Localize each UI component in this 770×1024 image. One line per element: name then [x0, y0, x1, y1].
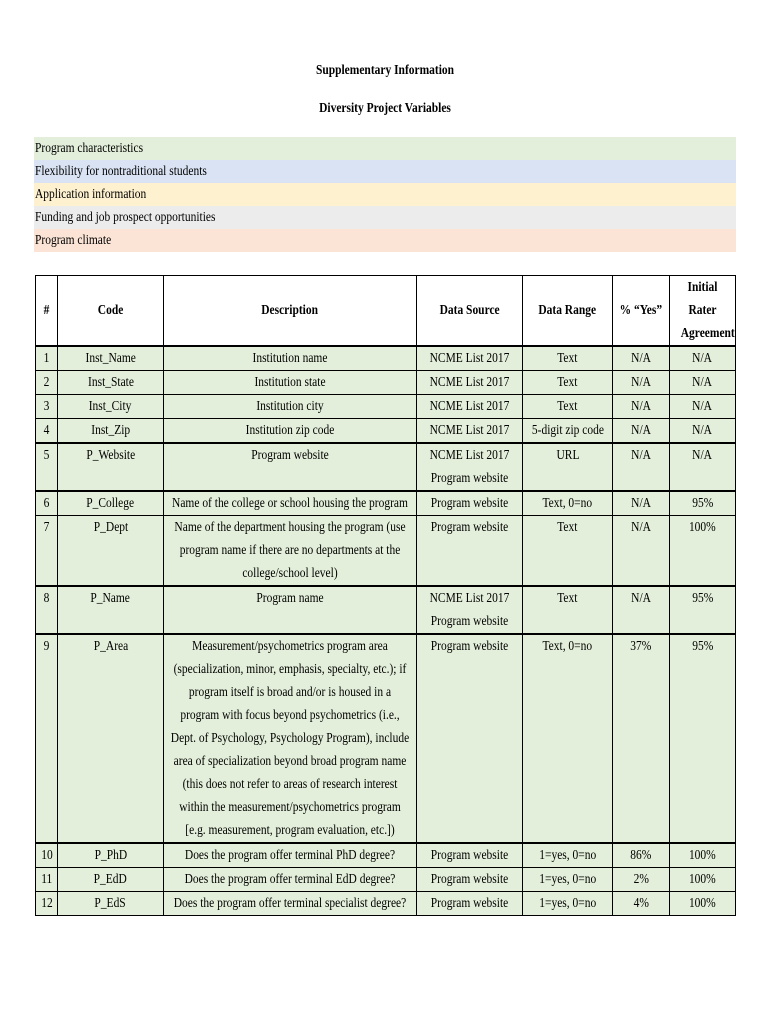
row-number: 12 — [36, 892, 58, 916]
rater-agreement: N/A — [670, 346, 736, 371]
data-source: NCME List 2017 Program website — [417, 586, 523, 634]
variable-code: P_Name — [58, 586, 164, 634]
legend-item-flexibility: Flexibility for nontraditional students — [34, 160, 736, 183]
rater-agreement: 100% — [670, 516, 736, 587]
data-range: Text, 0=no — [523, 634, 613, 843]
data-range: Text — [523, 371, 613, 395]
rater-agreement: N/A — [670, 443, 736, 491]
variables-table — [35, 275, 736, 916]
description: Name of the college or school housing the program — [164, 491, 417, 516]
description: Program name — [164, 586, 417, 634]
variable-code: P_EdS — [58, 892, 164, 916]
variable-code: Inst_City — [58, 395, 164, 419]
data-range: Text — [523, 395, 613, 419]
percent-yes: 86% — [613, 843, 670, 868]
data-range: Text — [523, 346, 613, 371]
description: Program website — [164, 443, 417, 491]
percent-yes: N/A — [613, 491, 670, 516]
header-number: # — [36, 276, 58, 347]
data-source: Program website — [417, 868, 523, 892]
rater-agreement: 95% — [670, 491, 736, 516]
legend-item-application-information: Application information — [34, 183, 736, 206]
data-range: 1=yes, 0=no — [523, 892, 613, 916]
data-source: NCME List 2017 — [417, 419, 523, 444]
data-source: NCME List 2017 — [417, 371, 523, 395]
legend-item-program-climate: Program climate — [34, 229, 736, 252]
row-number: 1 — [36, 346, 58, 371]
table-row — [36, 346, 736, 371]
table-row — [36, 491, 736, 516]
header-rater-agreement: Initial Rater Agreement — [670, 276, 736, 347]
table-header-row — [36, 276, 736, 347]
data-range: Text — [523, 516, 613, 587]
description: Measurement/psychometrics program area (specialization, minor, emphasis, specialty, etc.); if program itself is broad and/or is housed in a program with focus beyond psychometrics (i.e., Dept. of Psychology, Psychology Program), include area of specialization beyond broad program name (this does not refer to areas of research interest within the measurement/psychometrics program [e.g. measurement, program evaluation, etc.]) — [164, 634, 417, 843]
rater-agreement: 95% — [670, 586, 736, 634]
variable-code: P_Area — [58, 634, 164, 843]
variable-code: P_Dept — [58, 516, 164, 587]
table-row — [36, 634, 736, 843]
row-number: 7 — [36, 516, 58, 587]
data-source: Program website — [417, 634, 523, 843]
row-number: 4 — [36, 419, 58, 444]
row-number: 10 — [36, 843, 58, 868]
description: Does the program offer terminal specialist degree? — [164, 892, 417, 916]
variable-code: P_EdD — [58, 868, 164, 892]
header-description: Description — [164, 276, 417, 347]
rater-agreement: N/A — [670, 419, 736, 444]
percent-yes: 37% — [613, 634, 670, 843]
row-number: 6 — [36, 491, 58, 516]
percent-yes: N/A — [613, 586, 670, 634]
data-source: NCME List 2017 — [417, 346, 523, 371]
description: Does the program offer terminal EdD degree? — [164, 868, 417, 892]
legend-item-funding-job-prospects: Funding and job prospect opportunities — [34, 206, 736, 229]
rater-agreement: 100% — [670, 868, 736, 892]
header-percent-yes: % “Yes” — [613, 276, 670, 347]
percent-yes: N/A — [613, 443, 670, 491]
rater-agreement: N/A — [670, 395, 736, 419]
data-range: Text, 0=no — [523, 491, 613, 516]
table-row — [36, 419, 736, 444]
row-number: 5 — [36, 443, 58, 491]
header-data-source: Data Source — [417, 276, 523, 347]
table-row — [36, 371, 736, 395]
table-row — [36, 892, 736, 916]
legend-item-program-characteristics: Program characteristics — [34, 137, 736, 160]
row-number: 8 — [36, 586, 58, 634]
page-title: Supplementary Information — [315, 63, 455, 78]
rater-agreement: 100% — [670, 892, 736, 916]
data-source: NCME List 2017 — [417, 395, 523, 419]
data-range: Text — [523, 586, 613, 634]
rater-agreement: N/A — [670, 371, 736, 395]
description: Institution name — [164, 346, 417, 371]
row-number: 11 — [36, 868, 58, 892]
data-range: 1=yes, 0=no — [523, 843, 613, 868]
description: Institution city — [164, 395, 417, 419]
rater-agreement: 95% — [670, 634, 736, 843]
data-source: Program website — [417, 843, 523, 868]
data-source: Program website — [417, 491, 523, 516]
percent-yes: N/A — [613, 419, 670, 444]
percent-yes: N/A — [613, 346, 670, 371]
description: Name of the department housing the program (use program name if there are no departments at the college/school level) — [164, 516, 417, 587]
table-row — [36, 516, 736, 587]
percent-yes: 4% — [613, 892, 670, 916]
table-row — [36, 395, 736, 419]
description: Institution zip code — [164, 419, 417, 444]
percent-yes: 2% — [613, 868, 670, 892]
variable-code: P_PhD — [58, 843, 164, 868]
percent-yes: N/A — [613, 395, 670, 419]
variable-code: Inst_State — [58, 371, 164, 395]
page-subtitle: Diversity Project Variables — [319, 101, 451, 116]
row-number: 9 — [36, 634, 58, 843]
category-legend — [34, 137, 736, 252]
table-row — [36, 868, 736, 892]
data-range: 1=yes, 0=no — [523, 868, 613, 892]
description: Institution state — [164, 371, 417, 395]
data-range: 5-digit zip code — [523, 419, 613, 444]
data-range: URL — [523, 443, 613, 491]
row-number: 3 — [36, 395, 58, 419]
data-source: NCME List 2017 Program website — [417, 443, 523, 491]
variable-code: Inst_Zip — [58, 419, 164, 444]
percent-yes: N/A — [613, 371, 670, 395]
header-data-range: Data Range — [523, 276, 613, 347]
table-row — [36, 843, 736, 868]
description: Does the program offer terminal PhD degree? — [164, 843, 417, 868]
rater-agreement: 100% — [670, 843, 736, 868]
row-number: 2 — [36, 371, 58, 395]
header-code: Code — [58, 276, 164, 347]
table-row — [36, 443, 736, 491]
variable-code: Inst_Name — [58, 346, 164, 371]
data-source: Program website — [417, 892, 523, 916]
percent-yes: N/A — [613, 516, 670, 587]
variable-code: P_College — [58, 491, 164, 516]
table-row — [36, 586, 736, 634]
variable-code: P_Website — [58, 443, 164, 491]
data-source: Program website — [417, 516, 523, 587]
